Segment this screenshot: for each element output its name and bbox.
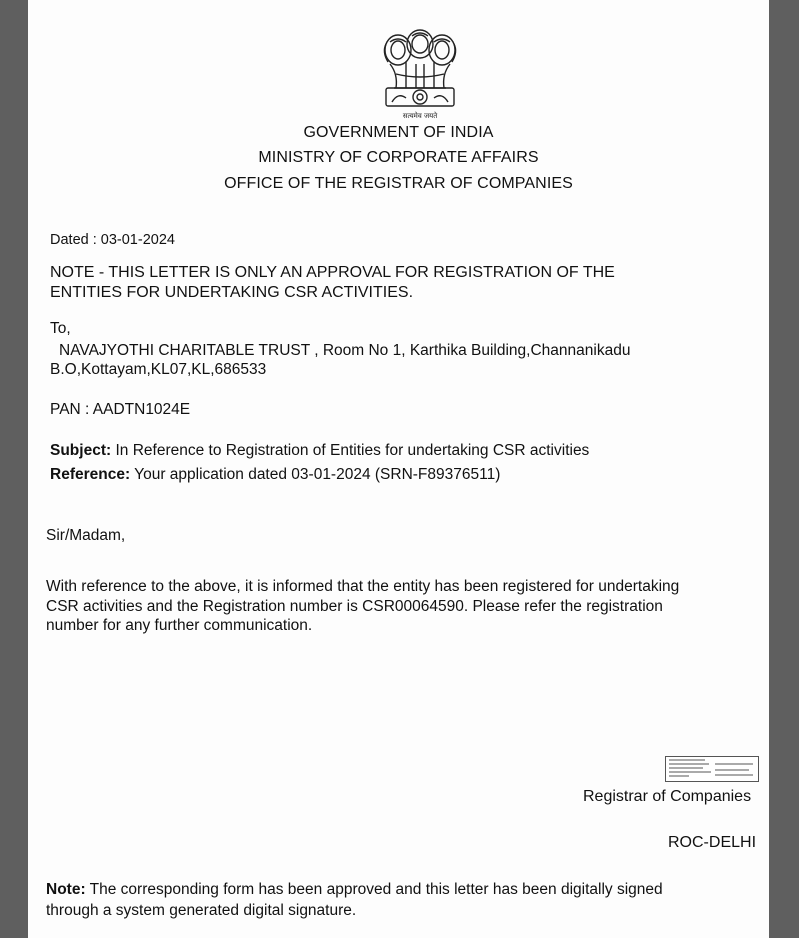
date-line: Dated : 03-01-2024 [50, 232, 175, 248]
note-bottom-text: The corresponding form has been approved and this letter has been digitally signed [89, 881, 663, 898]
pan-line: PAN : AADTN1024E [50, 401, 191, 418]
reference-text: Your application dated 03-01-2024 (SRN-F89376511) [134, 466, 501, 483]
subject-label: Subject: [50, 442, 112, 459]
national-emblem-icon [372, 24, 468, 122]
body-line3: number for any further communication. [46, 617, 313, 634]
header-office: OFFICE OF THE REGISTRAR OF COMPANIES [224, 175, 573, 192]
svg-text:सत्यमेव जयते: सत्यमेव जयते [402, 112, 438, 120]
recipient-to: To, [50, 320, 71, 337]
salutation: Sir/Madam, [46, 527, 126, 544]
note-bottom-line1 [46, 881, 663, 899]
body-line2: CSR activities and the Registration number is CSR00064590. Please refer the registration [46, 598, 663, 615]
header-government: GOVERNMENT OF INDIA [303, 124, 494, 141]
letter-page [28, 0, 769, 938]
subject-text: In Reference to Registration of Entities for undertaking CSR activities [115, 442, 590, 459]
signature-office: ROC-DELHI [668, 834, 757, 851]
reference-label: Reference: [50, 466, 131, 483]
signature-title: Registrar of Companies [583, 788, 752, 805]
note-top-line2: ENTITIES FOR UNDERTAKING CSR ACTIVITIES. [50, 284, 414, 301]
recipient-line2: B.O,Kottayam,KL07,KL,686533 [50, 361, 267, 378]
recipient-line1: NAVAJYOTHI CHARITABLE TRUST , Room No 1, Karthika Building,Channanikadu [59, 342, 631, 359]
digital-signature-stamp [665, 756, 759, 782]
body-line1: With reference to the above, it is informed that the entity has been registered for undertaking [46, 578, 680, 595]
note-top-line1: NOTE - THIS LETTER IS ONLY AN APPROVAL FOR REGISTRATION OF THE [50, 264, 615, 281]
subject-line [50, 442, 589, 460]
header-ministry: MINISTRY OF CORPORATE AFFAIRS [258, 149, 539, 166]
note-bottom-line2: through a system generated digital signature. [46, 902, 357, 919]
reference-line [50, 466, 500, 484]
note-bottom-label: Note: [46, 881, 86, 898]
